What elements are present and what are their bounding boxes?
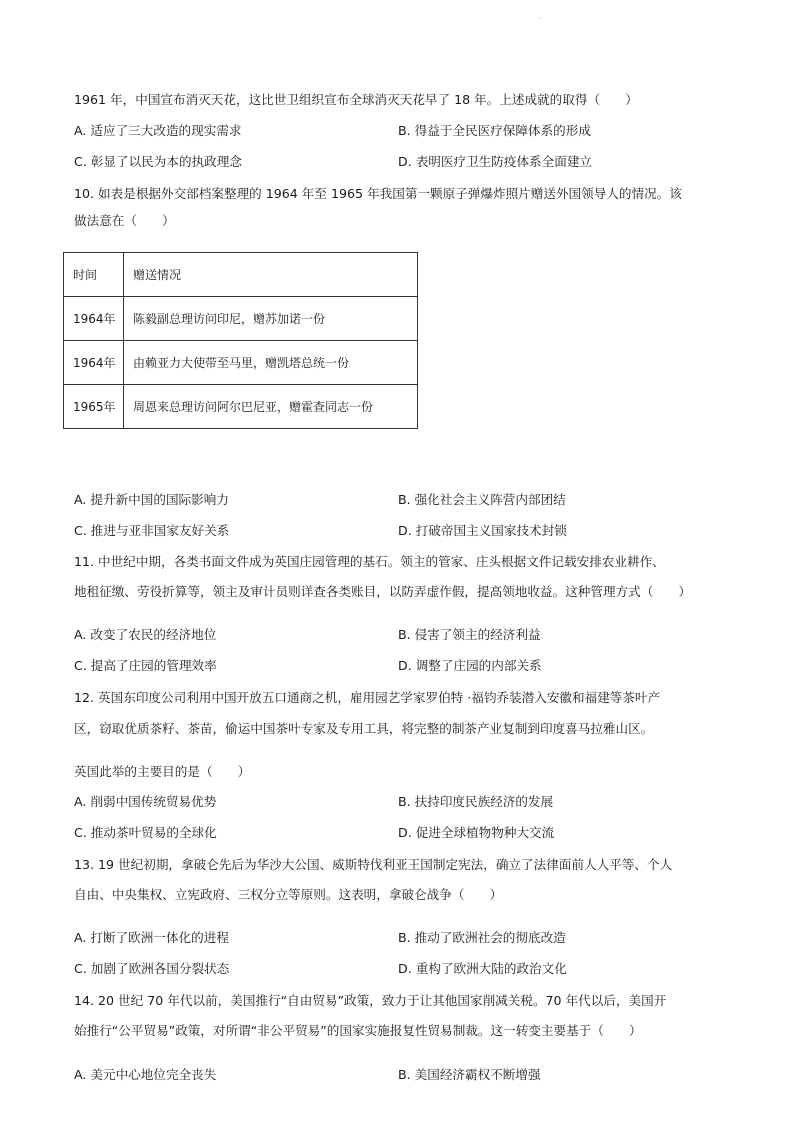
q10-option-d[interactable]: D. 打破帝国主义国家技术封锁 (398, 523, 567, 538)
table-header-row (64, 253, 418, 297)
header-mark: · (538, 14, 541, 23)
q10-option-c[interactable]: C. 推进与亚非国家友好关系 (74, 523, 230, 538)
q12-stem-line1: 12. 英国东印度公司利用中国开放五口通商之机，雇用园艺学家罗伯特 ·福钧乔装潜入安徽和福建等茶叶产 (74, 690, 661, 705)
q12-option-a[interactable]: A. 削弱中国传统贸易优势 (74, 794, 217, 809)
table-row (64, 297, 418, 341)
q12-option-b[interactable]: B. 扶持印度民族经济的发展 (398, 794, 554, 809)
q9-option-c[interactable]: C. 彰显了以民为本的执政理念 (74, 154, 242, 169)
q13-stem-line2: 自由、中央集权、立宪政府、三权分立等原则。这表明，拿破仑战争（ ） (74, 887, 503, 902)
q12-option-c[interactable]: C. 推动茶叶贸易的全球化 (74, 825, 217, 840)
q11-option-c[interactable]: C. 提高了庄园的管理效率 (74, 658, 217, 673)
q14-option-b[interactable]: B. 美国经济霸权不断增强 (398, 1067, 541, 1082)
q10-table (63, 252, 418, 429)
q14-option-a[interactable]: A. 美元中心地位完全丧失 (74, 1067, 217, 1082)
q9-option-a[interactable]: A. 适应了三大改造的现实需求 (74, 123, 242, 138)
table-header-time: 时间 (64, 253, 124, 297)
table-header-gift: 赠送情况 (124, 253, 418, 297)
q9-option-d[interactable]: D. 表明医疗卫生防疫体系全面建立 (398, 154, 593, 169)
q13-option-c[interactable]: C. 加剧了欧洲各国分裂状态 (74, 961, 230, 976)
table-cell-gift: 由赖亚力大使带至马里，赠凯塔总统一份 (124, 341, 418, 385)
q10-stem-line2: 做法意在（ ） (74, 213, 175, 228)
q13-stem-line1: 13. 19 世纪初期，拿破仑先后为华沙大公国、威斯特伐利亚王国制定宪法，确立了法律面前人人平等、个人 (74, 857, 673, 872)
table-cell-time: 1965年 (64, 385, 124, 429)
table-row (64, 341, 418, 385)
q12-option-d[interactable]: D. 促进全球植物物种大交流 (398, 825, 555, 840)
q13-option-b[interactable]: B. 推动了欧洲社会的彻底改造 (398, 930, 566, 945)
q11-option-d[interactable]: D. 调整了庄园的内部关系 (398, 658, 542, 673)
q10-stem-line1: 10. 如表是根据外交部档案整理的 1964 年至 1965 年我国第一颗原子弹爆炸照片赠送外国领导人的情况。该 (74, 186, 682, 201)
table-cell-time: 1964年 (64, 297, 124, 341)
q11-option-a[interactable]: A. 改变了农民的经济地位 (74, 627, 217, 642)
q9-stem: 1961 年，中国宣布消灭天花，这比世卫组织宣布全球消灭天花早了 18 年。上述成就的取得（ ） (74, 92, 638, 107)
q11-stem-line1: 11. 中世纪中期，各类书面文件成为英国庄园管理的基石。领主的管家、庄头根据文件记载安排农业耕作、 (74, 554, 665, 569)
q11-option-b[interactable]: B. 侵害了领主的经济利益 (398, 627, 541, 642)
q11-stem-line2: 地租征缴、劳役折算等，领主及审计员则详查各类账目，以防弄虚作假，提高领地收益。这种管理方式（ ） (74, 584, 692, 599)
table-cell-time: 1964年 (64, 341, 124, 385)
q10-option-b[interactable]: B. 强化社会主义阵营内部团结 (398, 492, 566, 507)
table-cell-gift: 陈毅副总理访问印尼，赠苏加诺一份 (124, 297, 418, 341)
table-cell-gift: 周恩来总理访问阿尔巴尼亚，赠霍查同志一份 (124, 385, 418, 429)
q12-stem-line2: 区，窃取优质茶籽、茶苗，偷运中国茶叶专家及专用工具，将完整的制茶产业复制到印度喜马拉雅山区。 (74, 721, 654, 736)
q13-option-a[interactable]: A. 打断了欧洲一体化的进程 (74, 930, 229, 945)
q14-stem-line2: 始推行“公平贸易”政策，对所谓“非公平贸易”的国家实施报复性贸易制裁。这一转变主要基于（ ） (74, 1023, 642, 1038)
q13-option-d[interactable]: D. 重构了欧洲大陆的政治文化 (398, 961, 567, 976)
q14-stem-line1: 14. 20 世纪 70 年代以前，美国推行“自由贸易”政策，致力于让其他国家削减关税。70 年代以后，美国开 (74, 993, 667, 1008)
q9-option-b[interactable]: B. 得益于全民医疗保障体系的形成 (398, 123, 591, 138)
table-row (64, 385, 418, 429)
q10-option-a[interactable]: A. 提升新中国的国际影响力 (74, 492, 229, 507)
q12-stem-line3: 英国此举的主要目的是（ ） (74, 764, 251, 779)
